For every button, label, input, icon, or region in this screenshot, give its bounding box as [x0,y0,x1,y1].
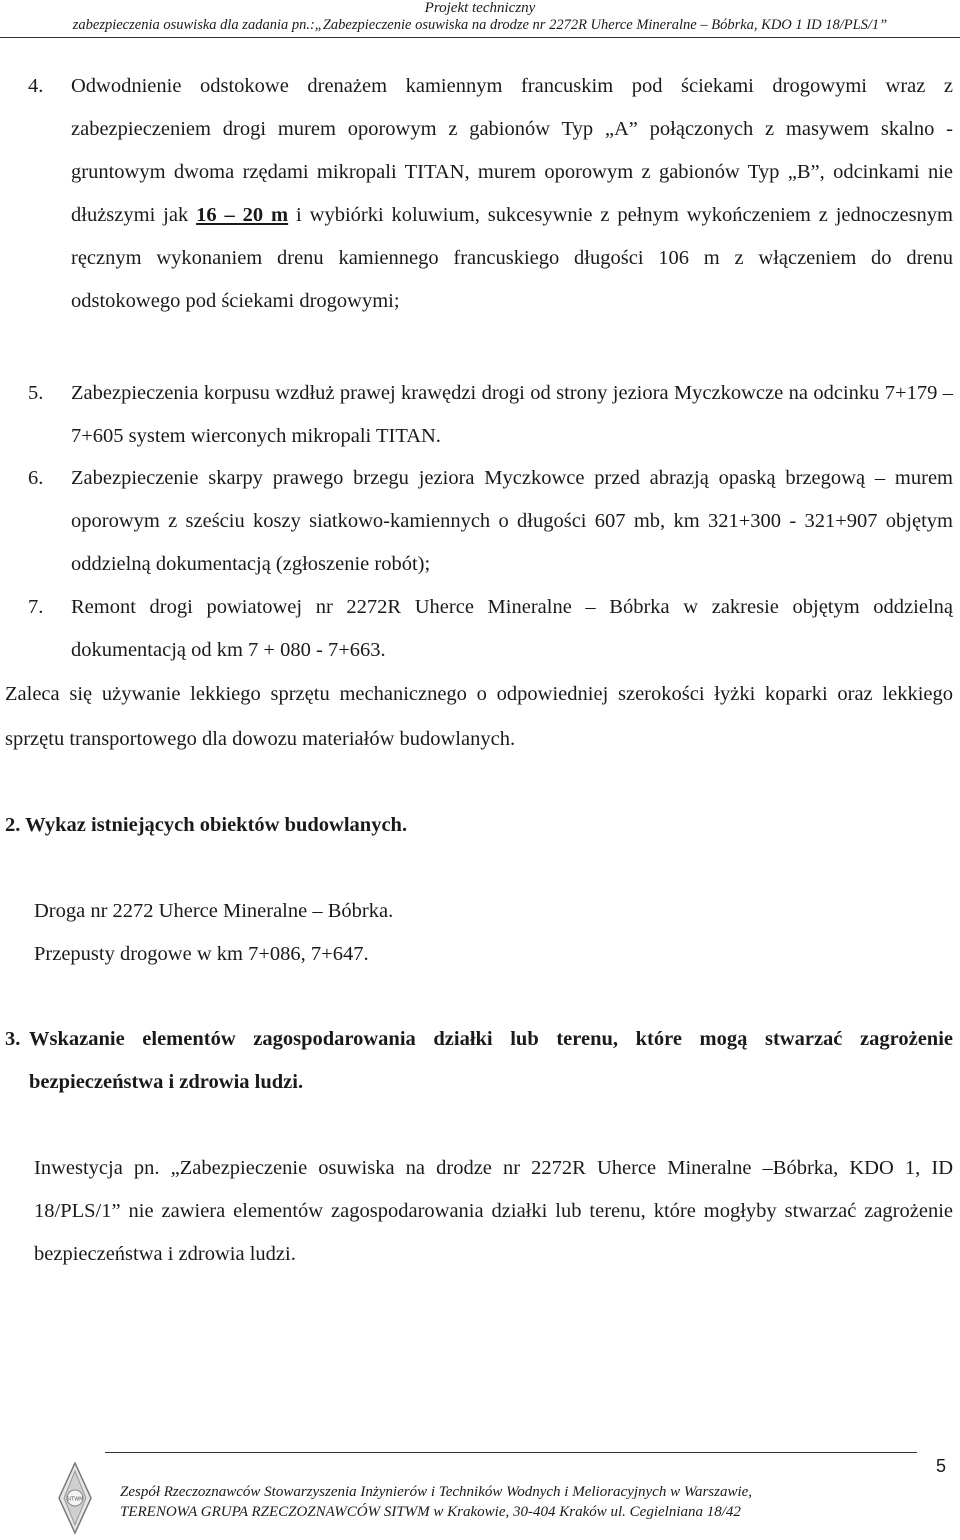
section-3-heading: 3. Wskazanie elementów zagospodarowania działki lub terenu, które mogą stwarzać zagrożenie bezpieczeństwa i zdrowia ludzi. [5,1024,953,1104]
list-item-7 [28,586,953,672]
section-3-number: 3. [5,1028,21,1050]
list-text: Zabezpieczenia korpusu wzdłuż prawej krawędzi drogi od strony jeziora Myczkowcze na odcinku 7+179 – 7+605 system wierconych mikropali TITAN. [71,382,953,447]
header-subtitle: zabezpieczenia osuwiska dla zadania pn.:„Zabezpieczenie osuwiska na drodze nr 2272R Uherce Mineralne – Bóbrka, KDO 1 ID 18/PLS/1” [72,17,888,33]
list-item-6 [28,457,953,586]
list-number: 4. [28,75,44,97]
list-text: Remont drogi powiatowej nr 2272R Uherce Mineralne – Bóbrka w zakresie objętym oddzielną dokumentacją od km 7 + 080 - 7+663. [71,596,953,661]
list-item-5 [28,372,953,458]
footer-divider [105,1452,917,1453]
page-number: 5 [936,1456,947,1476]
header-divider [0,37,960,38]
list-number: 6. [28,467,44,489]
section-2-heading: 2. Wykaz istniejących obiektów budowlanych. [5,814,408,836]
length-emphasis: 16 – 20 m [196,204,289,226]
recommendation-paragraph: Zaleca się używanie lekkiego sprzętu mechanicznego o odpowiedniej szerokości łyżki koparki oraz lekkiego sprzętu transportowego dla dowozu materiałów budowlanych. [5,683,953,750]
list-text: Odwodnienie odstokowe drenażem kamiennym francuskim pod ściekami drogowymi wraz z zabezpieczeniem drogi murem oporowym z gabionów Typ „A” połączonych z masywem skalno - gruntowym dwoma rzędami mikropali TITAN, murem oporowym z gabionów Typ „B”, odcinkami nie dłuższymi jak 16 – 20 m i wybiórki koluwium, sukcesywnie z pełnym wykończeniem z jednoczesnym ręcznym wykonaniem drenu kamiennego francuskiego długości 106 m z włączeniem do drenu odstokowego pod ściekami drogowymi; [71,75,954,312]
list-number: 5. [28,382,44,404]
existing-object-road: Droga nr 2272 Uherce Mineralne – Bóbrka. [34,900,394,922]
list-text: Zabezpieczenie skarpy prawego brzegu jeziora Myczkowce przed abrazją opaską brzegową – murem oporowym z sześciu koszy siatkowo-kamiennych o długości 607 mb, km 321+300 - 321+907 objętym oddzielną dokumentacją (zgłoszenie robót); [71,467,953,575]
header-title: Projekt techniczny [424,0,536,16]
existing-object-culverts: Przepusty drogowe w km 7+086, 7+647. [34,943,369,965]
logo-text: SITWM [66,1496,84,1503]
list-number: 7. [28,596,44,618]
section-3-body: Inwestycja pn. „Zabezpieczenie osuwiska na drodze nr 2272R Uherce Mineralne –Bóbrka, KDO 1, ID 18/PLS/1” nie zawiera elementów zagospodarowania działki lub terenu, które mogłyby stwarzać zagrożenie bezpieczeństwa i zdrowia ludzi. [34,1157,953,1265]
footer-line-1: Zespół Rzeczoznawców Stowarzyszenia Inżynierów i Techników Wodnych i Melioracyjnych w Warszawie, [120,1484,753,1500]
list-item-4 [28,65,953,323]
footer-line-2: TERENOWA GRUPA RZECZOZNAWCÓW SITWM w Krakowie, 30-404 Kraków ul. Cegielniana 18/42 [120,1504,741,1520]
